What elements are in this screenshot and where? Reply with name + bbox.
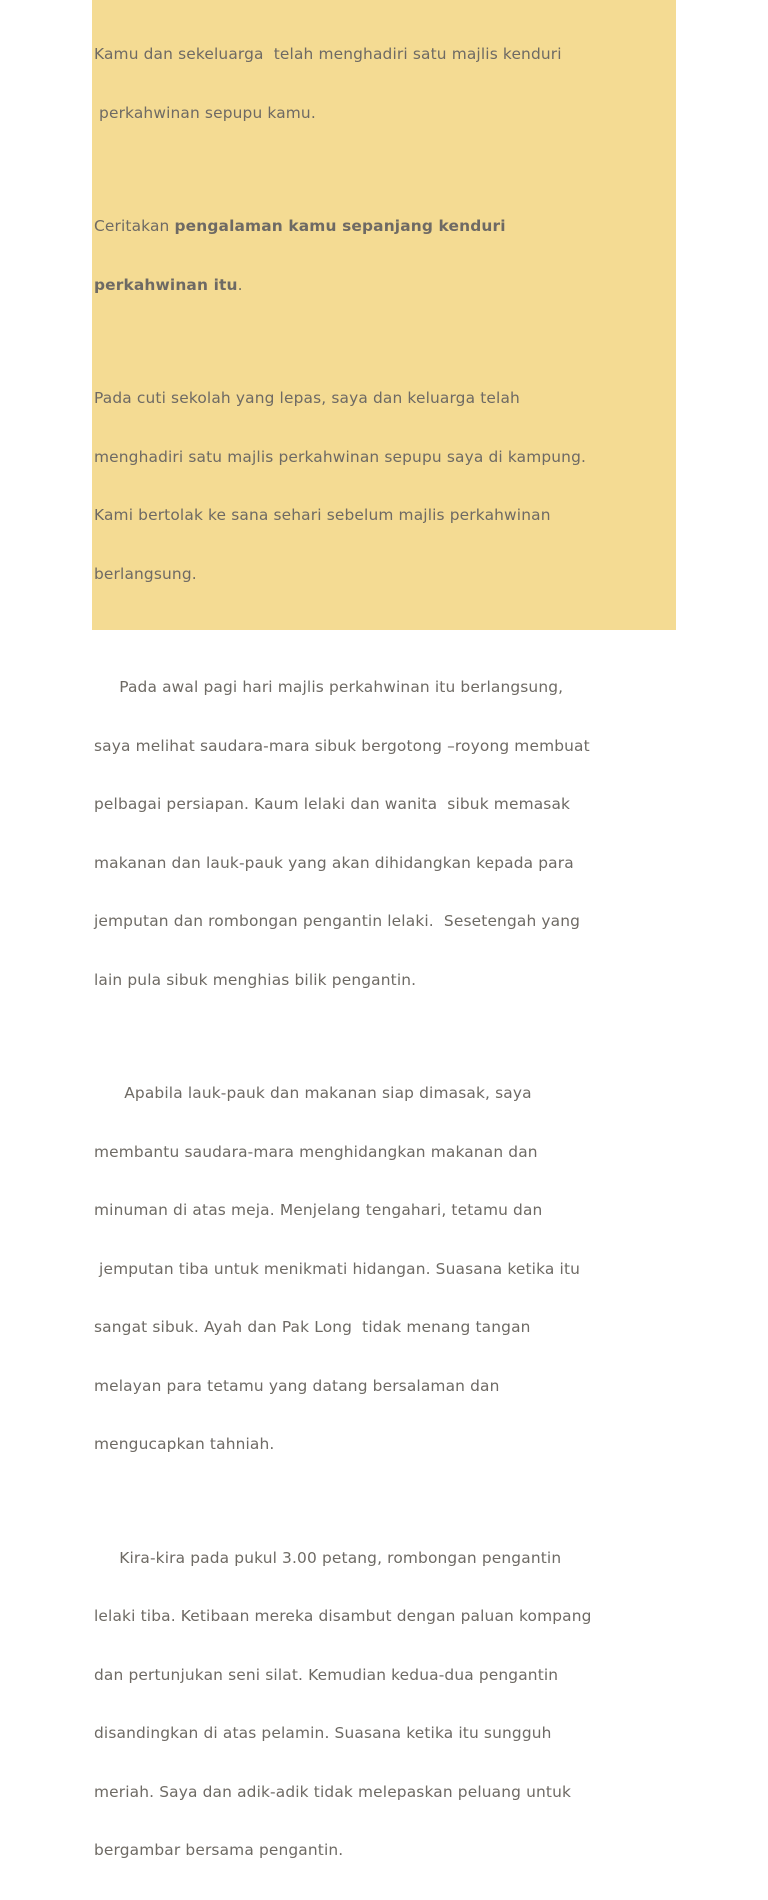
- intro-paragraph: [94, 6, 676, 162]
- essay-line: dan pertunjukan seni silat. Kemudian kedua-dua pengantin: [94, 1665, 559, 1684]
- essay-line: jemputan dan rombongan pengantin lelaki. Sesetengah yang: [94, 912, 581, 930]
- intro-line: perkahwinan sepupu kamu.: [94, 103, 316, 122]
- prompt-bold: perkahwinan itu: [94, 275, 238, 294]
- intro-line: Kamu dan sekeluarga telah menghadiri satu majlis kenduri: [94, 45, 562, 63]
- essay-paragraph: [94, 1510, 676, 1900]
- essay-line: Pada cuti sekolah yang lepas, saya dan keluarga telah: [94, 389, 520, 407]
- essay-page: [92, 0, 676, 1859]
- prompt-line: [94, 217, 676, 237]
- essay-line: sangat sibuk. Ayah dan Pak Long tidak menang tangan: [94, 1318, 531, 1336]
- prompt-bold: pengalaman kamu sepanjang kenduri: [174, 217, 506, 235]
- prompt-paragraph: [94, 178, 676, 334]
- essay-line: bergambar bersama pengantin.: [94, 1841, 344, 1859]
- essay-line: melayan para tetamu yang datang bersalaman dan: [94, 1376, 500, 1395]
- essay-line: saya melihat saudara-mara sibuk bergotong –royong membuat: [94, 736, 590, 755]
- essay-line: disandingkan di atas pelamin. Suasana ketika itu sungguh: [94, 1724, 552, 1742]
- essay-line: minuman di atas meja. Menjelang tengahari, tetamu dan: [94, 1201, 543, 1219]
- essay-line: Pada awal pagi hari majlis perkahwinan itu berlangsung,: [94, 678, 564, 696]
- prompt-line: [94, 276, 676, 296]
- essay-line: berlangsung.: [94, 564, 197, 583]
- essay-line: Kami bertolak ke sana sehari sebelum majlis perkahwinan: [94, 506, 551, 524]
- essay-line: mengucapkan tahniah.: [94, 1435, 275, 1453]
- essay-line: Kira-kira pada pukul 3.00 petang, rombongan pengantin: [94, 1548, 562, 1567]
- essay-line: jemputan tiba untuk menikmati hidangan. Suasana ketika itu: [94, 1259, 581, 1278]
- prompt-tail: .: [237, 275, 243, 294]
- essay-line: lelaki tiba. Ketibaan mereka disambut dengan paluan kompang: [94, 1607, 592, 1625]
- prompt-lead: Ceritakan: [94, 217, 175, 235]
- essay-line: membantu saudara-mara menghidangkan makanan dan: [94, 1142, 538, 1161]
- essay-paragraph: [94, 350, 676, 623]
- essay-line: makanan dan lauk-pauk yang akan dihidangkan kepada para: [94, 853, 574, 872]
- essay-paragraph: [94, 1045, 676, 1494]
- essay-line: menghadiri satu majlis perkahwinan sepupu saya di kampung.: [94, 447, 587, 466]
- essay-line: lain pula sibuk menghias bilik pengantin.: [94, 970, 417, 989]
- essay-line: Apabila lauk-pauk dan makanan siap dimasak, saya: [94, 1084, 532, 1102]
- essay-line: pelbagai persiapan. Kaum lelaki dan wanita sibuk memasak: [94, 795, 571, 813]
- essay-line: meriah. Saya dan adik-adik tidak melepaskan peluang untuk: [94, 1782, 572, 1801]
- essay-paragraph: [94, 639, 676, 1029]
